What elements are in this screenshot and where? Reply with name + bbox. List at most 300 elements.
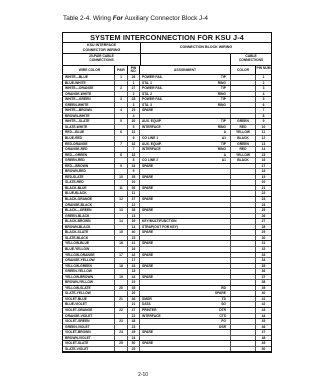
assignment-cell xyxy=(140,314,231,319)
pair-cell: 23 xyxy=(115,319,128,324)
assignment-cell xyxy=(140,236,231,241)
pair-cell xyxy=(115,92,128,97)
pair-cell: 12 xyxy=(115,197,128,202)
pair-cell: 9 xyxy=(115,164,128,169)
cable-pin-cell: 18 xyxy=(261,169,266,174)
pin-cell: 37 xyxy=(128,197,140,202)
assignment-cell xyxy=(140,180,231,185)
wire-color-cell: WHITE—SLATE xyxy=(63,119,115,124)
cable-color-cell xyxy=(231,208,256,213)
cable-color-cell xyxy=(231,75,256,80)
assignment-cell xyxy=(140,197,231,202)
table-title: SYSTEM INTERCONNECTION FOR KSU J-4 xyxy=(63,33,271,43)
cable-pin-cell: 4 xyxy=(262,91,265,96)
assignment-cell xyxy=(140,153,231,158)
assignment-label: SPARE xyxy=(142,330,154,335)
cable-pin-cell: 40 xyxy=(261,291,266,296)
connection-block-header: CONNECTION BLOCK WIRING xyxy=(179,45,233,49)
pair-cell: 2 xyxy=(115,86,128,91)
pin-cell: 2 xyxy=(128,92,140,97)
wire-color-cell: BLACK-BLUE xyxy=(63,186,115,191)
cable-color-cell xyxy=(231,203,256,208)
cable-pin-cell: 31 xyxy=(261,241,266,246)
wire-color-cell: GREEN-WHITE xyxy=(63,103,115,108)
pair-cell xyxy=(115,280,128,285)
assignment-lead: TIP xyxy=(220,119,226,124)
cable-color-cell xyxy=(231,336,256,341)
assignment-lead: DTR xyxy=(219,307,226,312)
col-pin-num: PIN NUM xyxy=(256,66,271,70)
pin-cell: 25 xyxy=(128,347,140,352)
pair-cell xyxy=(115,169,128,174)
wire-color-cell: BROWN-RED xyxy=(63,169,115,174)
cable-pin-cell: 10 xyxy=(261,124,266,129)
cable-pin-cell: 3 xyxy=(262,86,265,91)
assignment-lead: A xyxy=(223,152,226,157)
wire-color-cell: BLUE-BLACK xyxy=(63,191,115,196)
assignment-lead: SG xyxy=(221,302,226,307)
pin-cell: 5 xyxy=(128,125,140,130)
assignment-label: POWER FAIL xyxy=(142,97,163,102)
assignment-cell xyxy=(140,264,231,269)
pair-cell xyxy=(115,136,128,141)
pair-cell xyxy=(115,180,128,185)
assignment-label: POWER FAIL xyxy=(142,86,163,91)
wire-color-cell: BROWN-VIOLET xyxy=(63,336,115,341)
assignment-cell xyxy=(140,81,231,86)
pair-cell: 22 xyxy=(115,308,128,313)
pin-cell: 12 xyxy=(128,203,140,208)
pin-cell: 36 xyxy=(128,186,140,191)
wire-color-cell: RED-SLATE xyxy=(63,175,115,180)
assignment-label: CO LINE 2 xyxy=(142,158,159,163)
col-assignment: ASSIGNMENT xyxy=(140,66,231,74)
pair-cell xyxy=(115,225,128,230)
assignment-cell xyxy=(140,203,231,208)
pin-cell: 15 xyxy=(128,236,140,241)
pair-cell xyxy=(115,325,128,330)
col-pair: PAIR xyxy=(115,66,128,74)
pin-cell: 43 xyxy=(128,264,140,269)
cable-pin-cell: 33 xyxy=(261,252,266,257)
caption-prefix: Table 2-4. Wiring xyxy=(63,15,113,22)
pair-cell xyxy=(115,314,128,319)
cable-pin-cell: 23 xyxy=(261,197,266,202)
assignment-cell xyxy=(140,186,231,191)
cable-color-cell xyxy=(231,214,256,219)
cable-pin-cell: 2 xyxy=(262,80,265,85)
assignment-cell xyxy=(140,225,231,230)
cable-pin-cell: 27 xyxy=(261,219,266,224)
assignment-cell xyxy=(140,75,231,80)
assignment-cell xyxy=(140,308,231,313)
wire-color-cell: BLACK-BROWN xyxy=(63,219,115,224)
wire-color-cell: SLATE-BLACK xyxy=(63,236,115,241)
wire-color-cell: SLATE-YELLOW xyxy=(63,291,115,296)
pair-cell: 1 xyxy=(115,75,128,80)
assignment-label: INTERFACE xyxy=(142,147,161,152)
cable-pin-cell: 14 xyxy=(261,147,266,152)
cable-pin-cell: 44 xyxy=(261,313,266,318)
pair-cell xyxy=(115,302,128,307)
cable-color-cell xyxy=(231,114,256,119)
interconnection-table xyxy=(62,32,272,353)
assignment-lead: A xyxy=(223,130,226,135)
wire-color-cell: VIOLET-SLATE xyxy=(63,341,115,346)
cable-pin-cell: 34 xyxy=(261,258,266,263)
pair-cell: 19 xyxy=(115,275,128,280)
ksu-interface-header xyxy=(63,43,141,53)
assignment-label: SPARE xyxy=(142,263,154,268)
pair-cell: 20 xyxy=(115,286,128,291)
wire-color-cell: WHITE—ORANGE xyxy=(63,86,115,91)
assignment-lead: RING xyxy=(217,124,226,129)
table-body xyxy=(63,75,271,352)
assignment-cell xyxy=(140,92,231,97)
ksu-interface-line1: KSU INTERFACE xyxy=(87,43,116,47)
pin-cell: 39 xyxy=(128,219,140,224)
pair-cell: 25 xyxy=(115,341,128,346)
assignment-lead: CTS xyxy=(219,313,226,318)
cable-pin-cell: 28 xyxy=(261,224,266,229)
cable-pin-cell: 5 xyxy=(262,97,265,102)
assignment-cell xyxy=(140,291,231,296)
pin-cell: 28 xyxy=(128,97,140,102)
table-caption xyxy=(63,15,208,22)
cable-color-cell xyxy=(231,247,256,252)
pin-cell: 26 xyxy=(128,75,140,80)
wire-color-cell: YELLOW-BROWN xyxy=(63,275,115,280)
pair-cell xyxy=(115,291,128,296)
cable-color-cell: BLACK xyxy=(231,136,256,141)
cable-pin-cell: 13 xyxy=(261,141,266,146)
pin-cell: 44 xyxy=(128,275,140,280)
pair-cell: 3 xyxy=(115,97,128,102)
cable-color-cell xyxy=(231,341,256,346)
pair-cell xyxy=(115,158,128,163)
cable-line2: CONNECTIONS xyxy=(238,57,264,62)
assignment-lead: RING xyxy=(217,91,226,96)
cable-color-cell: GREEN xyxy=(231,119,256,124)
pair-cell xyxy=(115,336,128,341)
pin-cell: 4 xyxy=(128,114,140,119)
cable-pin-cell: 9 xyxy=(262,119,265,124)
cable-color-cell xyxy=(231,330,256,335)
wire-color-cell: VIOLET-ORANGE xyxy=(63,308,115,313)
pair-cell xyxy=(115,125,128,130)
pair-cell: 5 xyxy=(115,119,128,124)
cable-color-cell xyxy=(231,297,256,302)
pin-cell: 33 xyxy=(128,153,140,158)
wire-color-cell: RED—GREEN xyxy=(63,153,115,158)
assignment-cell xyxy=(140,258,231,263)
cable-pin-cell: 29 xyxy=(261,230,266,235)
assignment-cell xyxy=(140,269,231,274)
pin-cell: 27 xyxy=(128,86,140,91)
assignment-cell xyxy=(140,191,231,196)
pair-cell: 7 xyxy=(115,142,128,147)
pin-cell: 45 xyxy=(128,286,140,291)
pair-cell: 13 xyxy=(115,208,128,213)
assignment-lead: DSR xyxy=(219,324,226,329)
assignment-lead: TD xyxy=(221,296,226,301)
wire-color-cell: RED-ORANGE xyxy=(63,142,115,147)
wire-color-cell: VIOLET-GREEN xyxy=(63,319,115,324)
assignment-label: SPARE xyxy=(142,108,154,113)
wire-color-cell: BROWN-YELLOW xyxy=(63,280,115,285)
assignment-cell xyxy=(140,125,231,130)
cable-pin-cell: 35 xyxy=(261,263,266,268)
column-header-row xyxy=(63,66,271,75)
pin-cell: 19 xyxy=(128,280,140,285)
assignment-lead: SPARE xyxy=(214,291,226,296)
assignment-cell xyxy=(140,97,231,102)
pair-cell xyxy=(115,103,128,108)
cable-pin-cell: 38 xyxy=(261,280,266,285)
assignment-label: AUX. EQUIP. xyxy=(142,141,162,146)
assignment-label: INTERFACE xyxy=(142,313,161,318)
wire-color-cell: BLUE-WHITE xyxy=(63,81,115,86)
pin-cell: 32 xyxy=(128,142,140,147)
wire-color-cell: BLUE-VIOLET xyxy=(63,302,115,307)
pin-cell: 14 xyxy=(128,225,140,230)
wire-color-cell: ORANGE-YELLOW xyxy=(63,258,115,263)
assignment-label: POWER FAIL xyxy=(142,75,163,79)
wire-color-cell: BLACK—GREEN xyxy=(63,208,115,213)
cable-color-cell xyxy=(231,86,256,91)
pair-cell xyxy=(115,214,128,219)
cable-color-cell xyxy=(231,269,256,274)
cable-color-cell xyxy=(231,291,256,296)
assignment-cell xyxy=(140,297,231,302)
wire-color-cell: YELLOW-ORANGE xyxy=(63,253,115,258)
cable-pin-cell: 19 xyxy=(261,174,266,179)
assignment-cell xyxy=(140,175,231,180)
assignment-label: SPARE xyxy=(142,185,154,190)
assignment-label: SPARE xyxy=(142,208,154,213)
pin-cell: 31 xyxy=(128,130,140,135)
pair-cable-line1: 25-PAIR CABLE xyxy=(89,54,114,58)
pin-cell: 13 xyxy=(128,214,140,219)
assignment-cell xyxy=(140,253,231,258)
cable-pin-cell: 39 xyxy=(261,285,266,290)
pin-cell: 16 xyxy=(128,247,140,252)
pin-cell: 48 xyxy=(128,319,140,324)
pin-cell: 10 xyxy=(128,180,140,185)
pair-cell: 10 xyxy=(115,175,128,180)
assignment-cell xyxy=(140,302,231,307)
cable-color-cell xyxy=(231,258,256,263)
wire-color-cell: SLATE-WHITE xyxy=(63,125,115,130)
assignment-cell xyxy=(140,164,231,169)
pair-cell: 24 xyxy=(115,330,128,335)
wire-color-cell: ORANGE-VIOLET xyxy=(63,314,115,319)
assignment-cell xyxy=(140,169,231,174)
cable-pin-cell: 17 xyxy=(261,163,266,168)
assignment-cell xyxy=(140,319,231,324)
cable-color-cell xyxy=(231,286,256,291)
assignment-lead: RING xyxy=(217,147,226,152)
assignment-cell xyxy=(140,86,231,91)
wire-color-cell: WHITE—GREEN xyxy=(63,97,115,102)
wire-color-cell: ORANGE-RED xyxy=(63,147,115,152)
assignment-lead: A1 xyxy=(221,136,226,141)
cable-color-cell xyxy=(231,191,256,196)
pair-cell xyxy=(115,203,128,208)
pin-cell: 34 xyxy=(128,164,140,169)
cable-color-cell xyxy=(231,92,256,97)
cable-color-cell xyxy=(231,302,256,307)
cable-pin-cell: 22 xyxy=(261,191,266,196)
assignment-cell xyxy=(140,158,231,163)
assignment-lead: RING xyxy=(217,102,226,107)
assignment-label: SPARE xyxy=(142,274,154,279)
pair-cell xyxy=(115,269,128,274)
assignment-cell xyxy=(140,330,231,335)
pair-cable-header xyxy=(63,54,141,65)
pair-cell: 11 xyxy=(115,186,128,191)
assignment-cell xyxy=(140,108,231,113)
pin-cell: 50 xyxy=(128,341,140,346)
assignment-cell xyxy=(140,280,231,285)
assignment-cell xyxy=(140,275,231,280)
wire-color-cell: RED—BLUE xyxy=(63,130,115,135)
assignment-cell xyxy=(140,230,231,235)
assignment-cell xyxy=(140,347,231,352)
cable-color-cell xyxy=(231,175,256,180)
assignment-cell xyxy=(140,247,231,252)
pin-cell: 22 xyxy=(128,314,140,319)
assignment-label: STA. 1 xyxy=(142,80,153,85)
assignment-spacer xyxy=(141,54,231,65)
cable-color-cell: YELLOW xyxy=(231,130,256,135)
assignment-label: STA. 2 xyxy=(142,91,153,96)
pin-cell: 9 xyxy=(128,169,140,174)
pair-cable-line2: CONNECTIONS xyxy=(89,57,114,62)
assignment-cell xyxy=(140,114,231,119)
cable-color-cell xyxy=(231,275,256,280)
pin-cell: 20 xyxy=(128,291,140,296)
cable-color-cell xyxy=(231,180,256,185)
assignment-cell xyxy=(140,219,231,224)
assignment-label: DATA xyxy=(142,302,151,307)
assignment-cell xyxy=(140,119,231,124)
cable-pin-cell: 43 xyxy=(261,307,266,312)
assignment-label: INTERFACE xyxy=(142,124,161,129)
cable-pin-cell: 11 xyxy=(261,130,266,135)
cable-color-cell xyxy=(231,97,256,102)
wire-color-cell: BROWN-WHITE xyxy=(63,114,115,119)
pair-cell: 6 xyxy=(115,130,128,135)
pin-cell: 40 xyxy=(128,230,140,235)
assignment-cell xyxy=(140,286,231,291)
cable-pin-cell: 42 xyxy=(261,302,266,307)
pin-cell: 11 xyxy=(128,191,140,196)
wire-color-cell: GREEN-RED xyxy=(63,158,115,163)
assignment-cell xyxy=(140,103,231,108)
assignment-label: STRAP(OUT FOR KEY) xyxy=(142,224,178,229)
assignment-cell xyxy=(140,136,231,141)
pair-cell: 14 xyxy=(115,219,128,224)
pin-cell: 18 xyxy=(128,269,140,274)
cable-color-cell: GREEN xyxy=(231,142,256,147)
pair-cell xyxy=(115,247,128,252)
pair-cell: 15 xyxy=(115,230,128,235)
pin-cell: 3 xyxy=(128,103,140,108)
assignment-label: SPARE xyxy=(142,252,154,257)
pair-cell xyxy=(115,81,128,86)
assignment-label: SPARE xyxy=(142,230,154,235)
cable-color-cell xyxy=(231,280,256,285)
cable-color-cell xyxy=(231,347,256,352)
pin-cell: 8 xyxy=(128,158,140,163)
cable-color-cell xyxy=(231,225,256,230)
pair-cell: 21 xyxy=(115,297,128,302)
cable-pin-cell: 20 xyxy=(261,180,266,185)
pin-cell: 7 xyxy=(128,147,140,152)
cable-pin-cell: 50 xyxy=(261,346,266,351)
cable-connections-header xyxy=(231,54,271,65)
pin-cell: 6 xyxy=(128,136,140,141)
pin-cell: 17 xyxy=(128,258,140,263)
cable-pin-cell: 48 xyxy=(261,335,266,340)
cable-pin-cell: 30 xyxy=(261,235,266,240)
wire-color-cell: SLATE-RED xyxy=(63,180,115,185)
assignment-cell xyxy=(140,214,231,219)
header-row-2 xyxy=(63,54,271,66)
pair-cell: 17 xyxy=(115,253,128,258)
assignment-cell xyxy=(140,325,231,330)
assignment-lead: TIP xyxy=(220,86,226,91)
cable-color-cell xyxy=(231,241,256,246)
assignment-label: SPARE xyxy=(142,174,154,179)
assignment-label: SPARE xyxy=(142,341,154,346)
assignment-cell xyxy=(140,147,231,152)
wire-color-cell: ORANGE-BLACK xyxy=(63,203,115,208)
cable-pin-cell: 26 xyxy=(261,213,266,218)
pin-cell: 21 xyxy=(128,302,140,307)
wire-color-cell: RED—BROWN xyxy=(63,164,115,169)
assignment-cell xyxy=(140,241,231,246)
col-color: COLOR xyxy=(231,66,256,74)
wire-color-cell: WHITE—BLUE xyxy=(63,75,115,80)
cable-pin-cell: 24 xyxy=(261,202,266,207)
assignment-lead: RD xyxy=(221,285,226,290)
assignment-label: PRINTER xyxy=(142,307,157,312)
assignment-label: STA. 3 xyxy=(142,102,153,107)
cable-color-cell xyxy=(231,314,256,319)
cable-pin-cell: 47 xyxy=(261,330,266,335)
pair-cell xyxy=(115,191,128,196)
table-row xyxy=(63,347,271,353)
assignment-lead: TIP xyxy=(220,75,226,79)
cable-pin-cell: 41 xyxy=(261,296,266,301)
assignment-label: SPARE xyxy=(142,241,154,246)
wire-color-cell: BROWN-BLACK xyxy=(63,225,115,230)
cable-pin-cell: 46 xyxy=(261,324,266,329)
cable-pin-cell: 12 xyxy=(261,136,266,141)
pin-cell: 1 xyxy=(128,81,140,86)
cable-pin-cell: 45 xyxy=(261,319,266,324)
cable-color-cell xyxy=(231,319,256,324)
assignment-lead: TIP xyxy=(220,97,226,102)
pair-cell xyxy=(115,347,128,352)
assignment-cell xyxy=(140,341,231,346)
cable-pin-cell: 25 xyxy=(261,208,266,213)
assignment-label: SPARE xyxy=(142,163,154,168)
wire-color-cell: BLUE-RED xyxy=(63,136,115,141)
wire-color-cell: YELLOW-SLATE xyxy=(63,286,115,291)
